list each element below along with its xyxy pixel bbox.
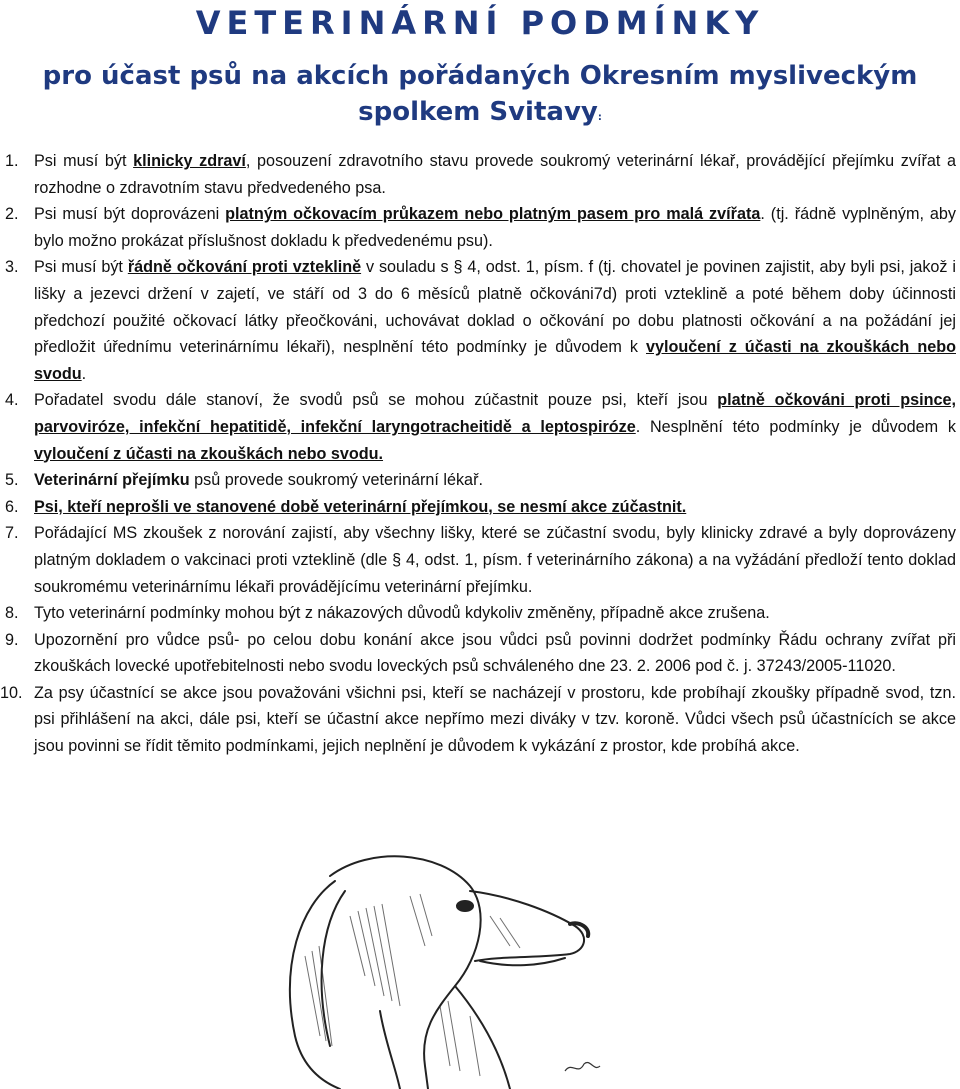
list-item [0, 148, 960, 201]
item-emphasis: vyloučení z účasti na zkouškách nebo svodu. [34, 444, 384, 463]
item-text: psů provede soukromý veterinární lékař. [189, 471, 483, 490]
item-text: , posouzení zdravotního stavu provede soukromý veterinární lékař, provádějící přejímku zvířat a rozhodne o zdravotním stavu předvedeného psa. [34, 152, 956, 197]
list-item [0, 201, 960, 254]
subtitle-text: pro účast psů na akcích pořádaných Okresním mysliveckým spolkem Svitavy [42, 61, 918, 127]
item-text: Pořadatel svodu dále stanoví, že svodů psů se mohou zúčastnit pouze psi, kteří jsou [34, 391, 718, 410]
page-title: VETERINÁRNÍ PODMÍNKY [195, 4, 765, 42]
item-emphasis: Psi, kteří neprošli ve stanovené době veterinární přejímkou, se nesmí akce zúčastnit. [34, 497, 687, 516]
list-item [0, 254, 960, 387]
item-text: Tyto veterinární podmínky mohou být z nákazových důvodů kdykoliv změněny, případně akce zrušena. [34, 604, 770, 623]
item-text: . (tj. řádně vyplněným, aby bylo možno prokázat příslušnost dokladu k předvedenému psu). [34, 205, 957, 250]
list-item [0, 467, 960, 494]
item-number: 1. [5, 152, 19, 170]
item-text: v souladu s § 4, odst. 1, písm. f (tj. chovatel je povinen zajistit, aby byli psi, jakož i lišky a jezevci držení v zajetí, ve stáří od 3 do 6 měsíců platně očkováni7d) proti vzteklině a poté během doby účinnosti předchozí použité očkovací látky přeočkováni, uchovávat doklad o očkování po dobu platnosti očkování a na požádání jej předložit úřednímu veterinárnímu lékaři), nesplnění této podmínky je důvodem k [34, 258, 957, 357]
item-number: 9. [5, 630, 19, 649]
list-item [0, 520, 960, 600]
item-emphasis: řádně očkování proti vzteklině [127, 258, 362, 277]
item-number: 6. [5, 497, 19, 516]
item-number: 7. [5, 524, 19, 543]
item-number: 5. [5, 471, 19, 490]
item-text: Psi musí být [34, 258, 128, 277]
list-item [0, 494, 960, 521]
item-number: 4. [5, 391, 19, 410]
list-item [0, 387, 960, 467]
item-text: Psi musí být [34, 152, 134, 170]
list-item [0, 600, 960, 627]
item-text: Za psy účastnící se akce jsou považováni všichni psi, kteří se nacházejí v prostoru, kde probíhají zkoušky případně svod, tzn. psi přihlášení na akci, dále psi, kteří se účastní akce nepřímo mezi diváky v tzv. koroně. Vůdci všech psů účastnících se akce jsou povinni se řídit těmito podmínkami, jejich neplnění je důvodem k vykázání z prostor, kde probíhá akce. [34, 683, 956, 756]
list-item [0, 680, 960, 760]
subtitle-colon: : [597, 112, 602, 123]
list-item [0, 627, 960, 680]
conditions-list [0, 148, 960, 760]
item-text: Upozornění pro vůdce psů- po celou dobu konání akce jsou vůdci psů povinni dodržet podmínky Řádu ochrany zvířat při zkouškách lovecké upotřebitelnosti nebo svodu loveckých psů schváleného dne 23. 2. 2006 pod č. j. 37243/2005-11020. [34, 630, 956, 676]
item-text: . Nesplnění této podmínky je důvodem k [635, 417, 956, 436]
item-number: 8. [5, 604, 19, 623]
dog-illustration [180, 836, 630, 1089]
item-text: Pořádající MS zkoušek z norování zajistí, aby všechny lišky, které se zúčastní svodu, byly klinicky zdravé a byly doprovázeny platným dokladem o vakcinaci proti vzteklině (dle § 4, odst. 1, písm. f veterinárního zákona) a na vyžádání předloží tento doklad soukromému veterinárnímu lékaři provádějícímu veterinární přejímku. [34, 524, 956, 596]
item-text: Psi musí být doprovázeni [34, 205, 226, 224]
item-emphasis: platným očkovacím průkazem nebo platným pasem pro malá zvířata [225, 205, 761, 224]
item-number: 2. [5, 205, 19, 224]
item-emphasis: platně očkováni proti psince, parvoviróze, infekční hepatitidě, infekční laryngotracheitidě a leptospiróze [34, 391, 957, 436]
page-subtitle [40, 58, 920, 136]
item-emphasis: vyloučení z účasti na zkouškách nebo svodu [34, 338, 956, 383]
item-number: 3. [5, 258, 19, 277]
item-number: 10. [0, 683, 23, 702]
item-emphasis: klinicky zdraví [133, 152, 246, 170]
item-text: . [81, 364, 87, 383]
item-emphasis: Veterinární přejímku [34, 471, 190, 490]
